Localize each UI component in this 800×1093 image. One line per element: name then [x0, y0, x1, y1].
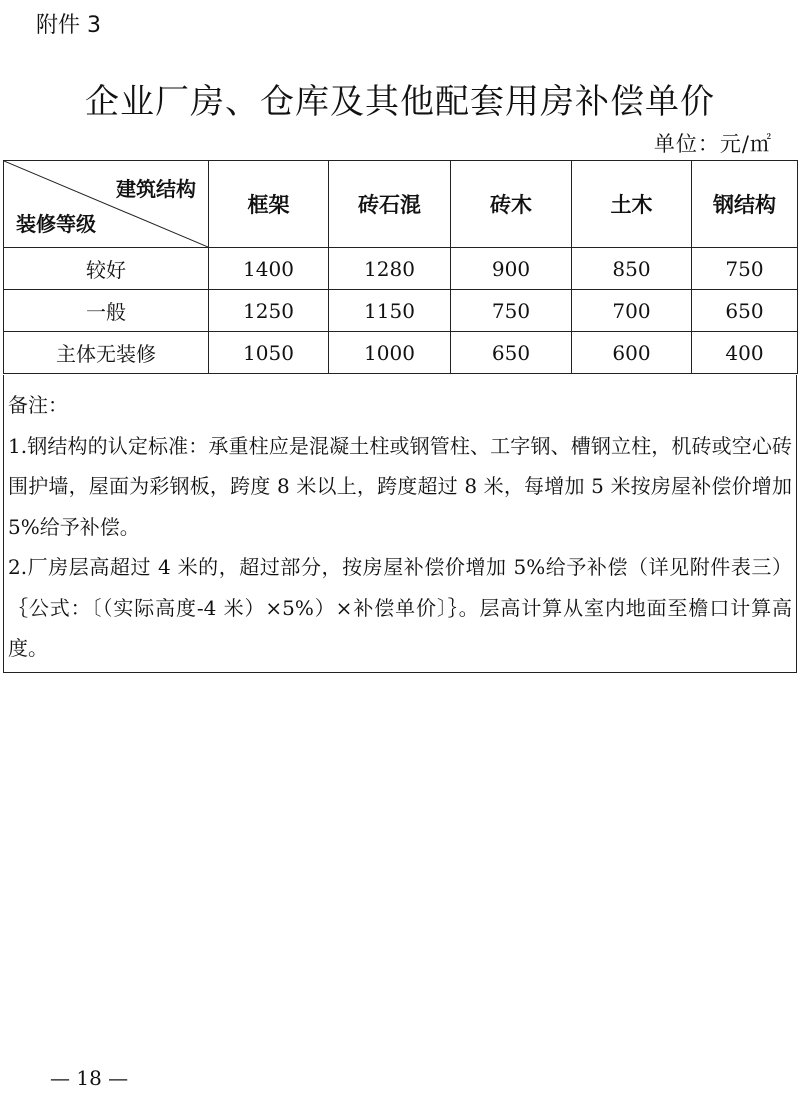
table-cell: 900: [451, 248, 572, 290]
page-number: — 18 —: [50, 1066, 129, 1090]
table-cell: 400: [692, 332, 798, 374]
note-item: 1.钢结构的认定标准：承重柱应是混凝土柱或钢管柱、工字钢、槽钢立柱，机砖或空心砖围护墙，屋面为彩钢板，跨度 8 米以上，跨度超过 8 米，每增加 5 米按房屋补偿价增加 5%给予补偿。: [8, 433, 792, 539]
corner-label-structure: 建筑结构: [116, 177, 196, 201]
column-header: 砖木: [451, 161, 572, 248]
unit-label: 单位：元/㎡: [653, 132, 772, 156]
corner-label-grade: 装修等级: [16, 212, 96, 236]
note-item: 2.厂房层高超过 4 米的，超过部分，按房屋补偿价增加 5%给予补偿（详见附件表三）｛公式：〔（实际高度-4 米）×5%）×补偿单价〕｝。层高计算从室内地面至檐口计算高度。: [8, 555, 792, 660]
table-row: [4, 248, 798, 290]
table-cell: 850: [572, 248, 692, 290]
column-header: 钢结构: [692, 161, 798, 248]
column-header: 土木: [572, 161, 692, 248]
table-header-row: [4, 161, 798, 248]
notes-heading: 备注：: [8, 393, 68, 417]
row-grade-label: 较好: [4, 248, 209, 290]
table-cell: 750: [692, 248, 798, 290]
table-row: [4, 332, 798, 374]
table-cell: 650: [692, 290, 798, 332]
column-header: 砖石混: [329, 161, 451, 248]
table-cell: 1400: [209, 248, 329, 290]
table-cell: 600: [572, 332, 692, 374]
column-header: 框架: [209, 161, 329, 248]
compensation-price-table: [3, 160, 798, 374]
document-title: 企业厂房、仓库及其他配套用房补偿单价: [85, 82, 715, 122]
table-cell: 1280: [329, 248, 451, 290]
table-cell: 1050: [209, 332, 329, 374]
table-cell: 1250: [209, 290, 329, 332]
table-cell: 1150: [329, 290, 451, 332]
table-corner-header: [4, 161, 209, 248]
table-cell: 650: [451, 332, 572, 374]
table-cell: 750: [451, 290, 572, 332]
row-grade-label: 一般: [4, 290, 209, 332]
notes-section: [3, 375, 797, 673]
table-cell: 700: [572, 290, 692, 332]
attachment-label: 附件 3: [36, 13, 101, 38]
table-cell: 1000: [329, 332, 451, 374]
row-grade-label: 主体无装修: [4, 332, 209, 374]
table-row: [4, 290, 798, 332]
